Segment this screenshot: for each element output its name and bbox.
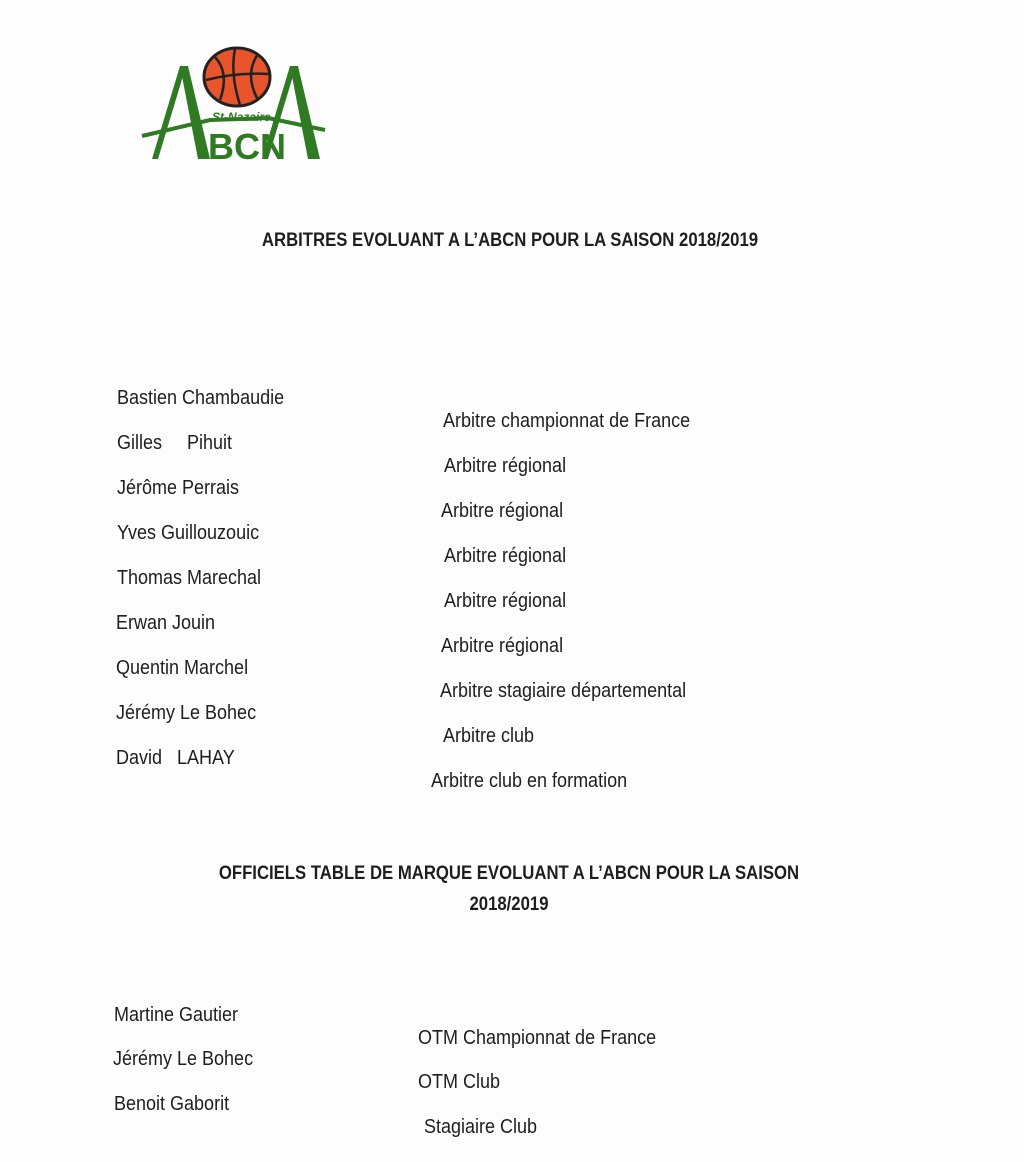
official-role: OTM Championnat de France [418,1027,657,1049]
list-item [0,724,628,816]
referee-role: Arbitre régional [441,635,564,657]
title-line-1: OFFICIELS TABLE DE MARQUE EVOLUANT A L’ABCN POUR LA SAISON [218,863,800,884]
referee-role: Arbitre régional [444,545,567,567]
referee-name: Thomas Marechal [117,567,262,589]
referee-role: Arbitre régional [444,590,567,612]
referee-role: Arbitre régional [441,500,564,522]
official-role: Stagiaire Club [424,1116,538,1138]
referee-name: David LAHAY [116,747,235,769]
svg-text:BCN: BCN [208,126,286,166]
referee-name: Erwan Jouin [116,612,216,634]
official-name: Benoit Gaborit [114,1093,230,1115]
referee-name: Jérémy Le Bohec [116,702,257,724]
referee-name: Jérôme Perrais [117,477,240,499]
svg-text:St-Nazaire: St-Nazaire [212,110,271,124]
title-line-2: 2018/2019 [469,894,549,915]
abcn-logo [140,44,330,166]
basketball-logo-icon [140,44,330,166]
referee-name: Bastien Chambaudie [117,387,285,409]
official-role: OTM Club [418,1071,501,1093]
referee-name: Gilles Pihuit [117,432,233,454]
referee-name: Quentin Marchel [116,657,249,679]
official-name: Jérémy Le Bohec [113,1048,254,1070]
referee-role: Arbitre régional [444,455,567,477]
referee-role: Arbitre championnat de France [443,410,691,432]
referee-name: Yves Guillouzouic [117,522,260,544]
official-name: Martine Gautier [114,1004,239,1026]
table-officials-section-title [58,858,959,920]
referees-section-title: ARBITRES EVOLUANT A L’ABCN POUR LA SAISON 2018/2019 [261,230,759,251]
referee-role: Arbitre club [443,725,535,747]
referee-role: Arbitre stagiaire départemental [440,680,687,702]
referee-role: Arbitre club en formation [431,770,628,792]
